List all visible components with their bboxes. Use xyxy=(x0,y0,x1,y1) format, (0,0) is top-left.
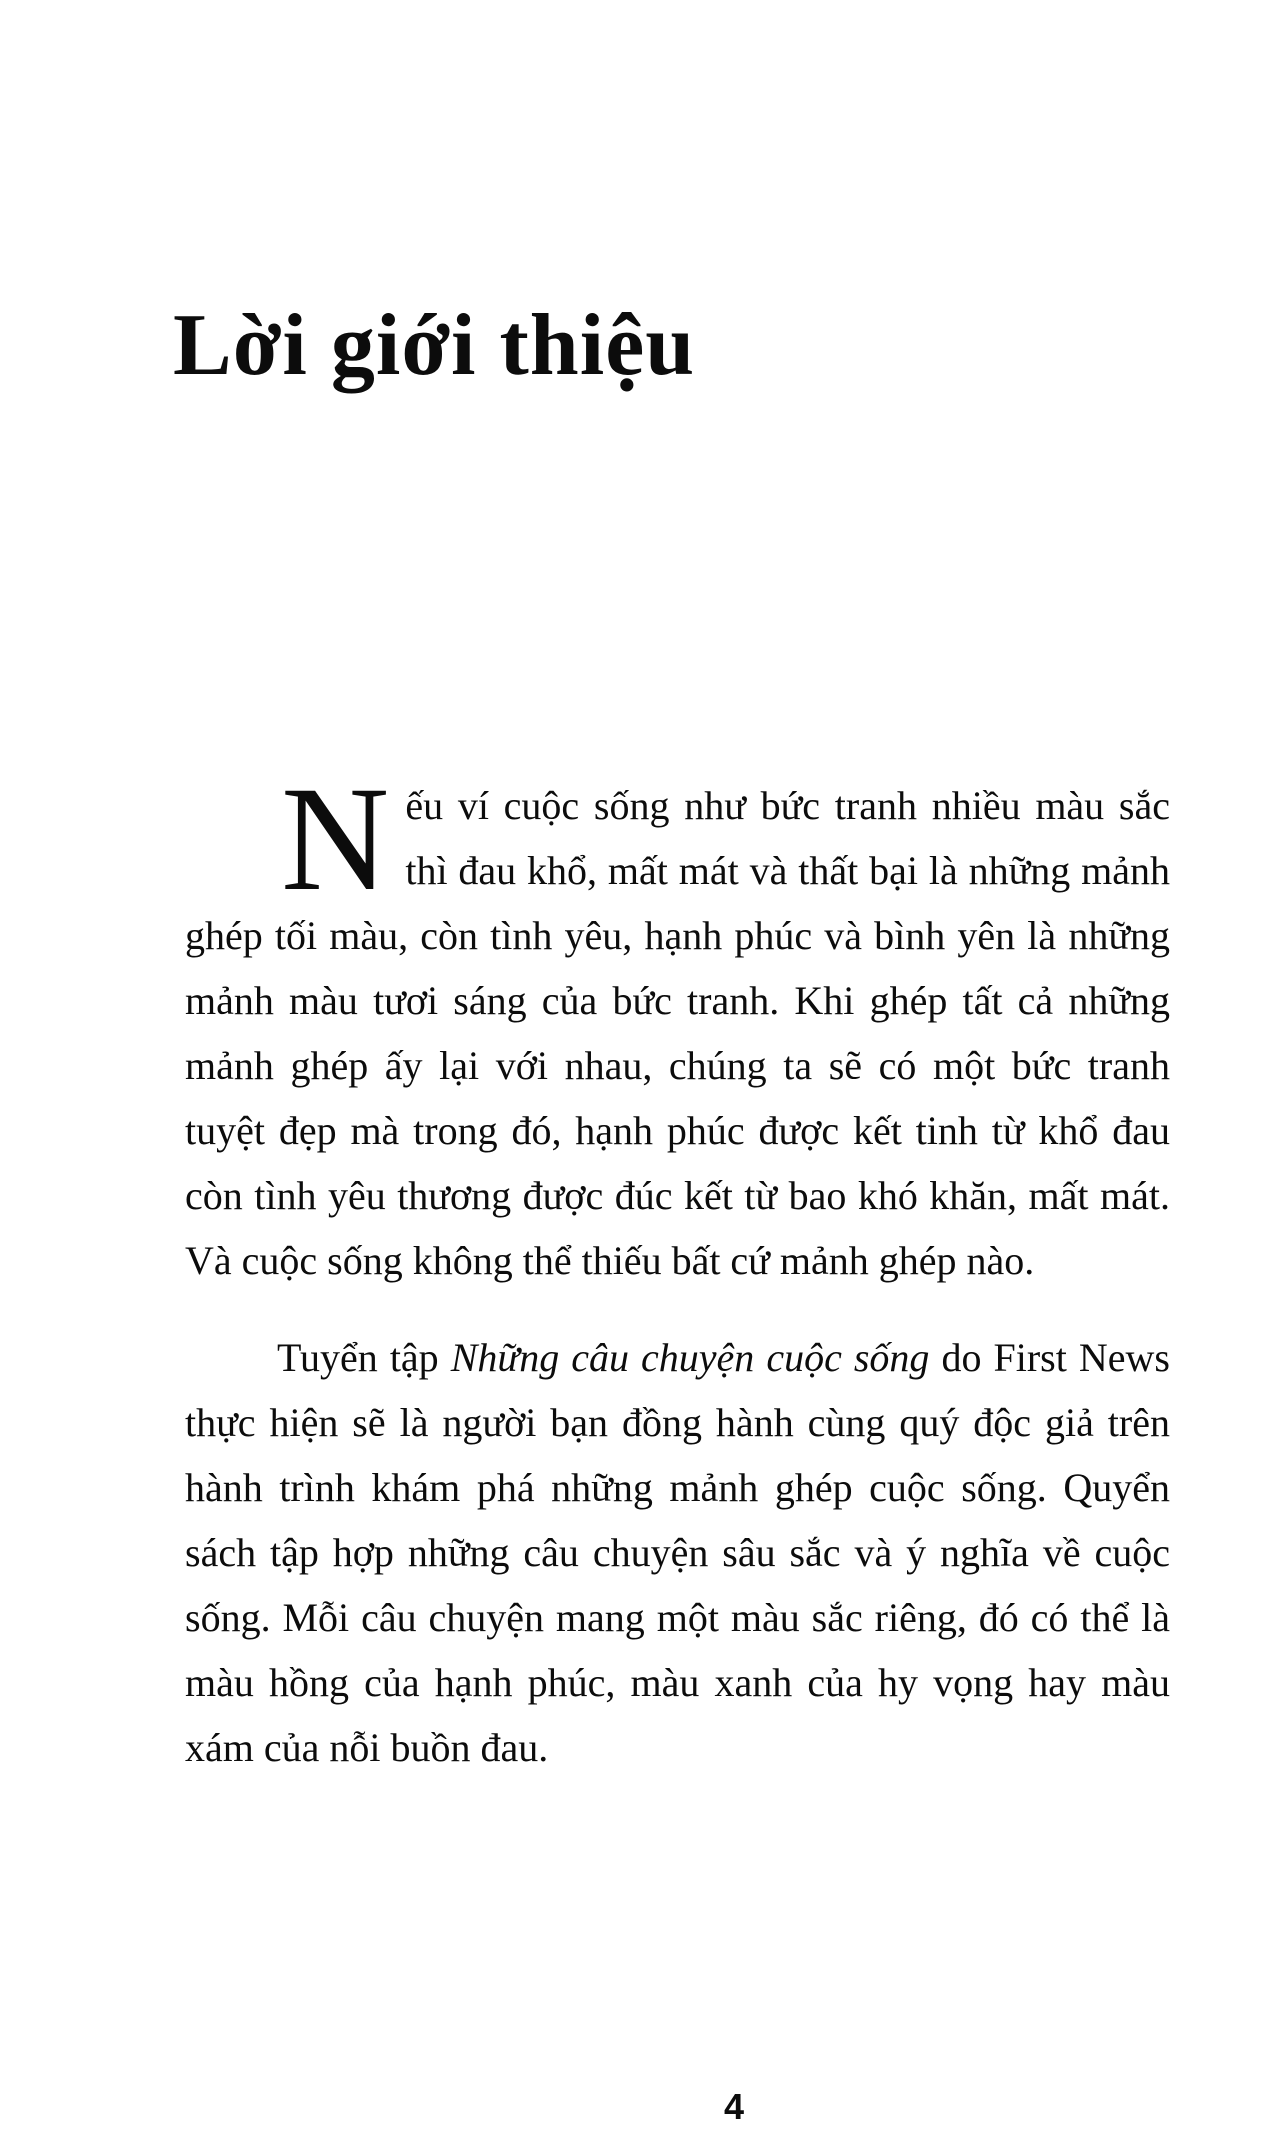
paragraph-2-lead: Tuyển tập xyxy=(277,1334,451,1380)
page-number: 4 xyxy=(723,2086,745,2127)
page-content xyxy=(173,0,1170,1780)
paragraph-2-rest: do First News thực hiện sẽ là người bạn đồng hành cùng quý độc giả trên hành trình khám phá những mảnh ghép cuộc sống. Quyển sách tập hợp những câu chuyện sâu sắc và ý nghĩa về cuộc sống. Mỗi câu chuyện mang một màu sắc riêng, đó có thể là màu hồng của hạnh phúc, màu xanh của hy vọng hay màu xám của nỗi buồn đau. xyxy=(185,1334,1170,1770)
paragraph-intro-1 xyxy=(185,755,1170,1293)
book-title-italic: Những câu chuyện cuộc sống xyxy=(450,1334,930,1380)
paragraph-intro-2 xyxy=(185,1325,1170,1780)
paragraph-1-text: ếu ví cuộc sống như bức tranh nhiều màu sắc thì đau khổ, mất mát và thất bại là những mảnh ghép tối màu, còn tình yêu, hạnh phúc và bình yên là những mảnh màu tươi sáng của bức tranh. Khi ghép tất cả những mảnh ghép ấy lại với nhau, chúng ta sẽ có một bức tranh tuyệt đẹp mà trong đó, hạnh phúc được kết tinh từ khổ đau còn tình yêu thương được đúc kết từ bao khó khăn, mất mát. Và cuộc sống không thể thiếu bất cứ mảnh ghép nào. xyxy=(185,782,1170,1283)
drop-cap: N xyxy=(281,755,390,922)
page-title: Lời giới thiệu xyxy=(173,297,696,394)
